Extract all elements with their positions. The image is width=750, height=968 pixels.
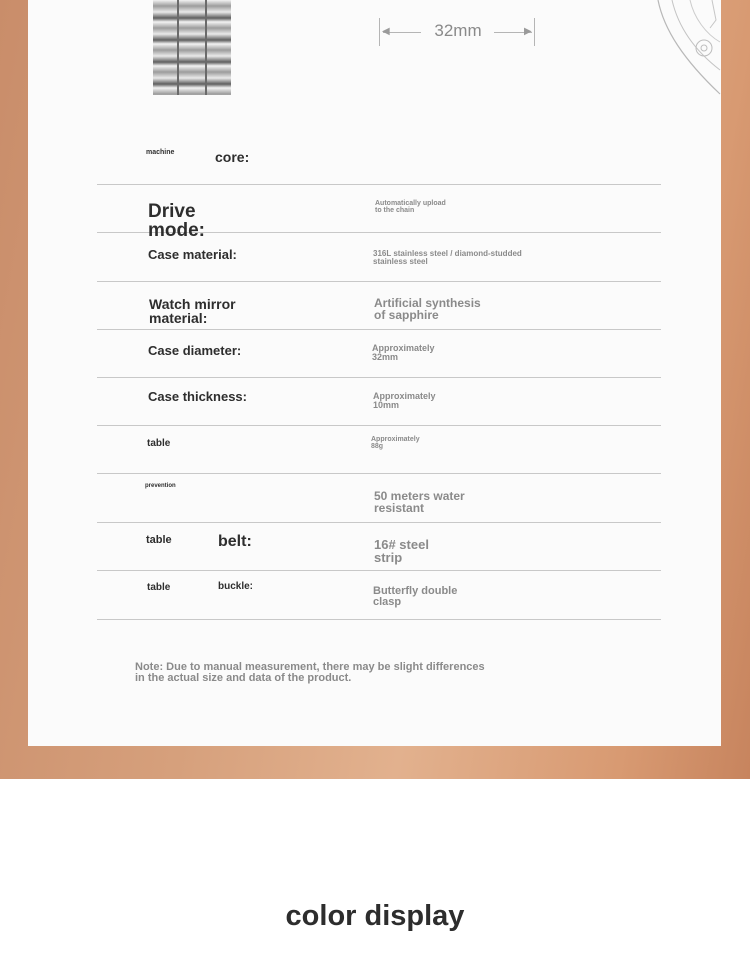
spec-label-left: prevention: [145, 483, 176, 489]
section-title: color display: [285, 900, 465, 932]
spec-value: 16# steel strip: [374, 537, 429, 565]
arrow-left-icon: ◀: [382, 26, 390, 37]
spec-label-left: table: [147, 438, 171, 449]
row-divider: [97, 619, 661, 620]
spec-panel: [28, 0, 721, 746]
spec-value: Butterfly double clasp: [373, 585, 458, 608]
spec-value: Approximately 32mm: [372, 343, 435, 362]
row-divider: [97, 522, 661, 523]
row-divider: [97, 184, 661, 185]
dimension-tick-left: [379, 18, 380, 46]
spec-label-right: buckle:: [218, 581, 254, 592]
measurement-note: Note: Due to manual measurement, there may be slight differences in the actual size and data of the product.: [135, 661, 485, 684]
spec-label-left: table: [147, 582, 171, 593]
spec-label-left: table: [146, 534, 172, 546]
row-divider: [97, 329, 661, 330]
spec-label: Case thickness:: [148, 389, 247, 404]
row-divider: [97, 570, 661, 571]
spec-value: 316L stainless steel / diamond-studded stainless steel: [373, 249, 522, 266]
row-divider: [97, 425, 661, 426]
spec-label: Case diameter:: [148, 343, 242, 358]
row-divider: [97, 281, 661, 282]
row-divider: [97, 473, 661, 474]
spec-value: Artificial synthesis of sapphire: [374, 296, 481, 322]
watch-bracelet-image: [153, 0, 231, 95]
dimension-tick-right: [534, 18, 535, 46]
spec-value: Approximately 10mm: [373, 391, 436, 410]
spec-label-right: belt:: [218, 533, 252, 550]
arrow-right-icon: ▶: [524, 26, 532, 37]
spec-value: Approximately 88g: [371, 436, 420, 450]
spec-label-right: core:: [215, 149, 250, 165]
row-divider: [97, 377, 661, 378]
spec-value: 50 meters water resistant: [374, 489, 465, 515]
watch-sketch-image: [650, 0, 722, 96]
spec-value: Automatically upload to the chain: [375, 200, 446, 214]
spec-label: Drive mode:: [148, 201, 205, 241]
spec-label: Case material:: [148, 247, 237, 262]
dimension-label: 32mm: [434, 21, 482, 40]
spec-label: Watch mirror material:: [149, 296, 236, 326]
spec-label-left: machine: [146, 149, 175, 156]
